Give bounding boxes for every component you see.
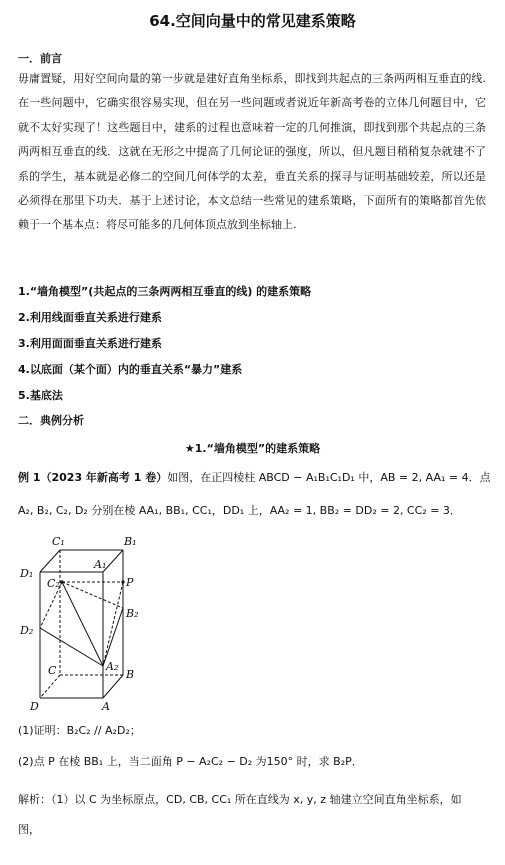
solution-continued: 图， xyxy=(18,823,40,836)
edge-a2b2 xyxy=(103,608,123,666)
label-d1: D₁ xyxy=(20,567,34,580)
solution-text: 解析：（1）以 C 为坐标原点，CD, CB, CC₁ 所在直线为 x, y, z 轴建立空间直角坐标系，如 xyxy=(18,793,462,806)
label-d2: D₂ xyxy=(20,624,34,637)
label-a2: A₂ xyxy=(106,660,119,673)
page-title: 64.空间向量中的常见建系策略 xyxy=(149,12,356,30)
example1-statement: 如图，在正四棱柱 ABCD − A₁B₁C₁D₁ 中，AB = 2, AA₁ = 4．点 xyxy=(167,471,491,484)
example1-label: 例 1（2023 年新高考 1 卷） xyxy=(18,471,168,484)
label-b2: B₂ xyxy=(126,607,139,620)
question-1: (1)证明：B₂C₂ // A₂D₂； xyxy=(18,724,141,737)
strategy-item-4: 4.以底面（某个面）内的垂直关系“暴力”建系 xyxy=(18,363,243,376)
point-c2 xyxy=(60,580,63,583)
label-b1: B₁ xyxy=(124,535,137,548)
label-a1: A₁ xyxy=(94,558,107,571)
label-c: C xyxy=(48,664,57,677)
example-section-title: ★1.“墙角模型”的建系策略 xyxy=(184,442,321,455)
label-b: B xyxy=(126,668,135,681)
intro-paragraph: 毋庸置疑，用好空间向量的第一步就是建好直角坐标系，即找到共起点的三条两两相互垂直的线. 在一些问题中，它确实很容易实现，但在另一些问题或者说近年新高考卷的立体几何题目中，它就不太好实现了！这些题目中，建系的过程也意味着一定的几何推演，即找到那个共起点的三条两两相互垂直的线．这就在无形之中提高了几何论证的强度，所以，但凡题目稍稍复杂就建不了系的学生，基本就是必修二的空间几何体学的太差，垂直关系的探寻与证明基础较差，所以还是必须得在那里下功夫．基于上述讨论，本文总结一些常见的建系策略，下面所有的策略都首先依赖于一个基本点：将尽可能多的几何体顶点放到坐标轴上. xyxy=(18,72,486,232)
example1-line1 xyxy=(18,469,491,485)
point-p xyxy=(121,580,124,583)
prism-figure xyxy=(10,530,150,715)
label-c1: C₁ xyxy=(52,535,65,548)
strategy-item-5: 5.基底法 xyxy=(18,389,63,402)
label-p: P xyxy=(126,576,134,589)
label-a: A xyxy=(102,700,110,713)
strategy-item-1: 1.“墙角模型”(共起点的三条两两相互垂直的线) 的建系策略 xyxy=(18,285,312,298)
edge-ab xyxy=(103,675,123,698)
examples-heading: 二．典例分析 xyxy=(18,414,84,427)
strategy-item-2: 2.利用线面垂直关系进行建系 xyxy=(18,311,162,324)
example1-line2: A₂, B₂, C₂, D₂ 分别在棱 AA₁, BB₁, CC₁，DD₁ 上，AA₂ = 1, BB₂ = DD₂ = 2, CC₂ = 3． xyxy=(18,504,461,517)
edge-c2b2-hidden xyxy=(62,582,123,608)
label-d: D xyxy=(30,700,39,713)
edge-cd-hidden xyxy=(40,675,60,698)
edge-c1d1 xyxy=(40,550,60,572)
edge-pa2-hidden xyxy=(103,582,123,666)
label-c2: C₂ xyxy=(47,577,60,590)
question-2: (2)点 P 在棱 BB₁ 上，当二面角 P − A₂C₂ − D₂ 为150° 时，求 B₂P． xyxy=(18,755,363,768)
strategy-item-3: 3.利用面面垂直关系进行建系 xyxy=(18,337,162,350)
intro-heading: 一．前言 xyxy=(18,52,62,65)
